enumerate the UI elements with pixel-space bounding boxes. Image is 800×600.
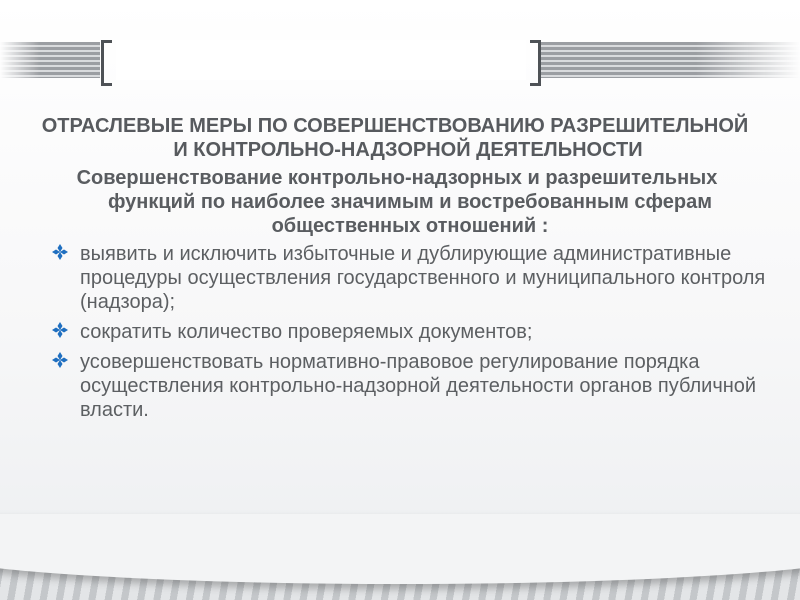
bullet-item: [40, 242, 770, 314]
four-diamond-bullet-icon: [51, 321, 69, 339]
bullet-item: [40, 350, 770, 422]
right-bracket-decoration: [530, 40, 541, 86]
bullet-text: усовершенствовать нормативно-правовое регулирование порядка осуществления контрольно-надзорной деятельности органов публичной власти.: [80, 351, 757, 421]
bullet-text: выявить и исключить избыточные и дублирующие административные процедуры осуществления государственного и муниципального контроля (надзора);: [80, 243, 766, 313]
four-diamond-bullet-icon: [51, 351, 69, 369]
title-placeholder: [116, 40, 526, 80]
header-stripes-left: [0, 42, 100, 78]
bullet-text: сократить количество проверяемых документов;: [80, 321, 533, 343]
bullet-list: [40, 242, 770, 422]
slide-content: [40, 114, 770, 428]
four-diamond-bullet-icon: [51, 243, 69, 261]
bullet-item: [40, 320, 770, 344]
footer-curve-decoration: [0, 514, 800, 584]
left-bracket-decoration: [101, 40, 112, 86]
slide-subheading: Совершенствование контрольно-надзорных и разрешительных функций по наиболее значимым и востребованным сферам общественных отношений :: [76, 167, 718, 237]
header-stripes-right: [540, 42, 800, 78]
slide-heading: ОТРАСЛЕВЫЕ МЕРЫ ПО СОВЕРШЕНСТВОВАНИЮ РАЗРЕШИТЕЛЬНОЙ И КОНТРОЛЬНО-НАДЗОРНОЙ ДЕЯТЕЛЬНОСТИ: [41, 115, 749, 161]
